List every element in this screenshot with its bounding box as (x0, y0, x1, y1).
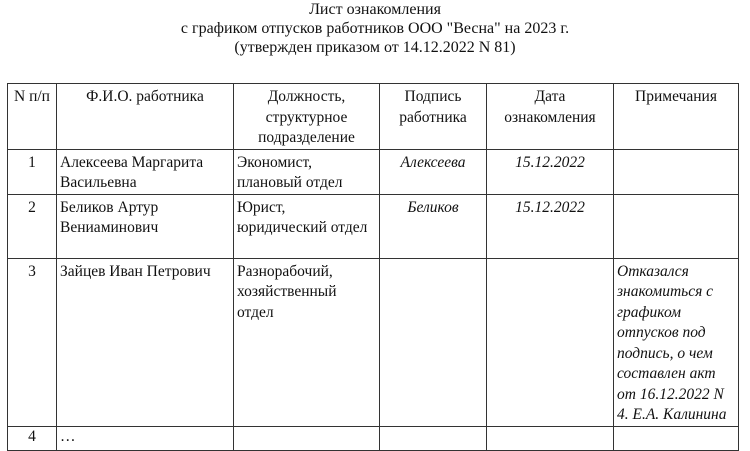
cell-signature (380, 426, 487, 450)
table-row (8, 258, 739, 426)
header-date: Дата ознакомления (487, 84, 614, 150)
header-number: N п/п (8, 84, 57, 150)
title-line-2: с графиком отпусков работников ООО "Весна" на 2023 г. (180, 20, 570, 37)
table-header-row (8, 84, 739, 150)
cell-position: Экономист, плановый отдел (234, 149, 380, 194)
acknowledgement-table (7, 83, 739, 451)
header-position: Должность, структурное подразделение (234, 84, 380, 150)
cell-date: 15.12.2022 (487, 149, 614, 194)
cell-name: … (57, 426, 234, 450)
cell-date (487, 426, 614, 450)
cell-note (614, 194, 739, 258)
cell-number: 4 (8, 426, 57, 450)
cell-signature: Беликов (380, 194, 487, 258)
cell-name: Зайцев Иван Петрович (57, 258, 234, 426)
table-row (8, 149, 739, 194)
cell-position: Юрист, юридический отдел (234, 194, 380, 258)
cell-number: 1 (8, 149, 57, 194)
table-row (8, 426, 739, 450)
cell-note (614, 426, 739, 450)
header-signature: Подпись работника (380, 84, 487, 150)
cell-position (234, 426, 380, 450)
cell-number: 2 (8, 194, 57, 258)
header-name: Ф.И.О. работника (57, 84, 234, 150)
cell-number: 3 (8, 258, 57, 426)
title-line-1: Лист ознакомления (309, 1, 441, 18)
document-title (0, 0, 750, 57)
header-notes: Примечания (614, 84, 739, 150)
cell-date (487, 258, 614, 426)
cell-note: Отказался знакомиться с графиком отпусков под подпись, о чем составлен акт от 16.12.2022 N 4. Е.А. Калинина (614, 258, 739, 426)
cell-position: Разнорабочий, хозяйственный отдел (234, 258, 380, 426)
cell-name: Алексеева Маргарита Васильевна (57, 149, 234, 194)
title-line-3: (утвержден приказом от 14.12.2022 N 81) (234, 39, 516, 56)
cell-signature (380, 258, 487, 426)
cell-signature: Алексеева (380, 149, 487, 194)
table-row (8, 194, 739, 258)
cell-name: Беликов Артур Вениаминович (57, 194, 234, 258)
cell-note (614, 149, 739, 194)
cell-date: 15.12.2022 (487, 194, 614, 258)
